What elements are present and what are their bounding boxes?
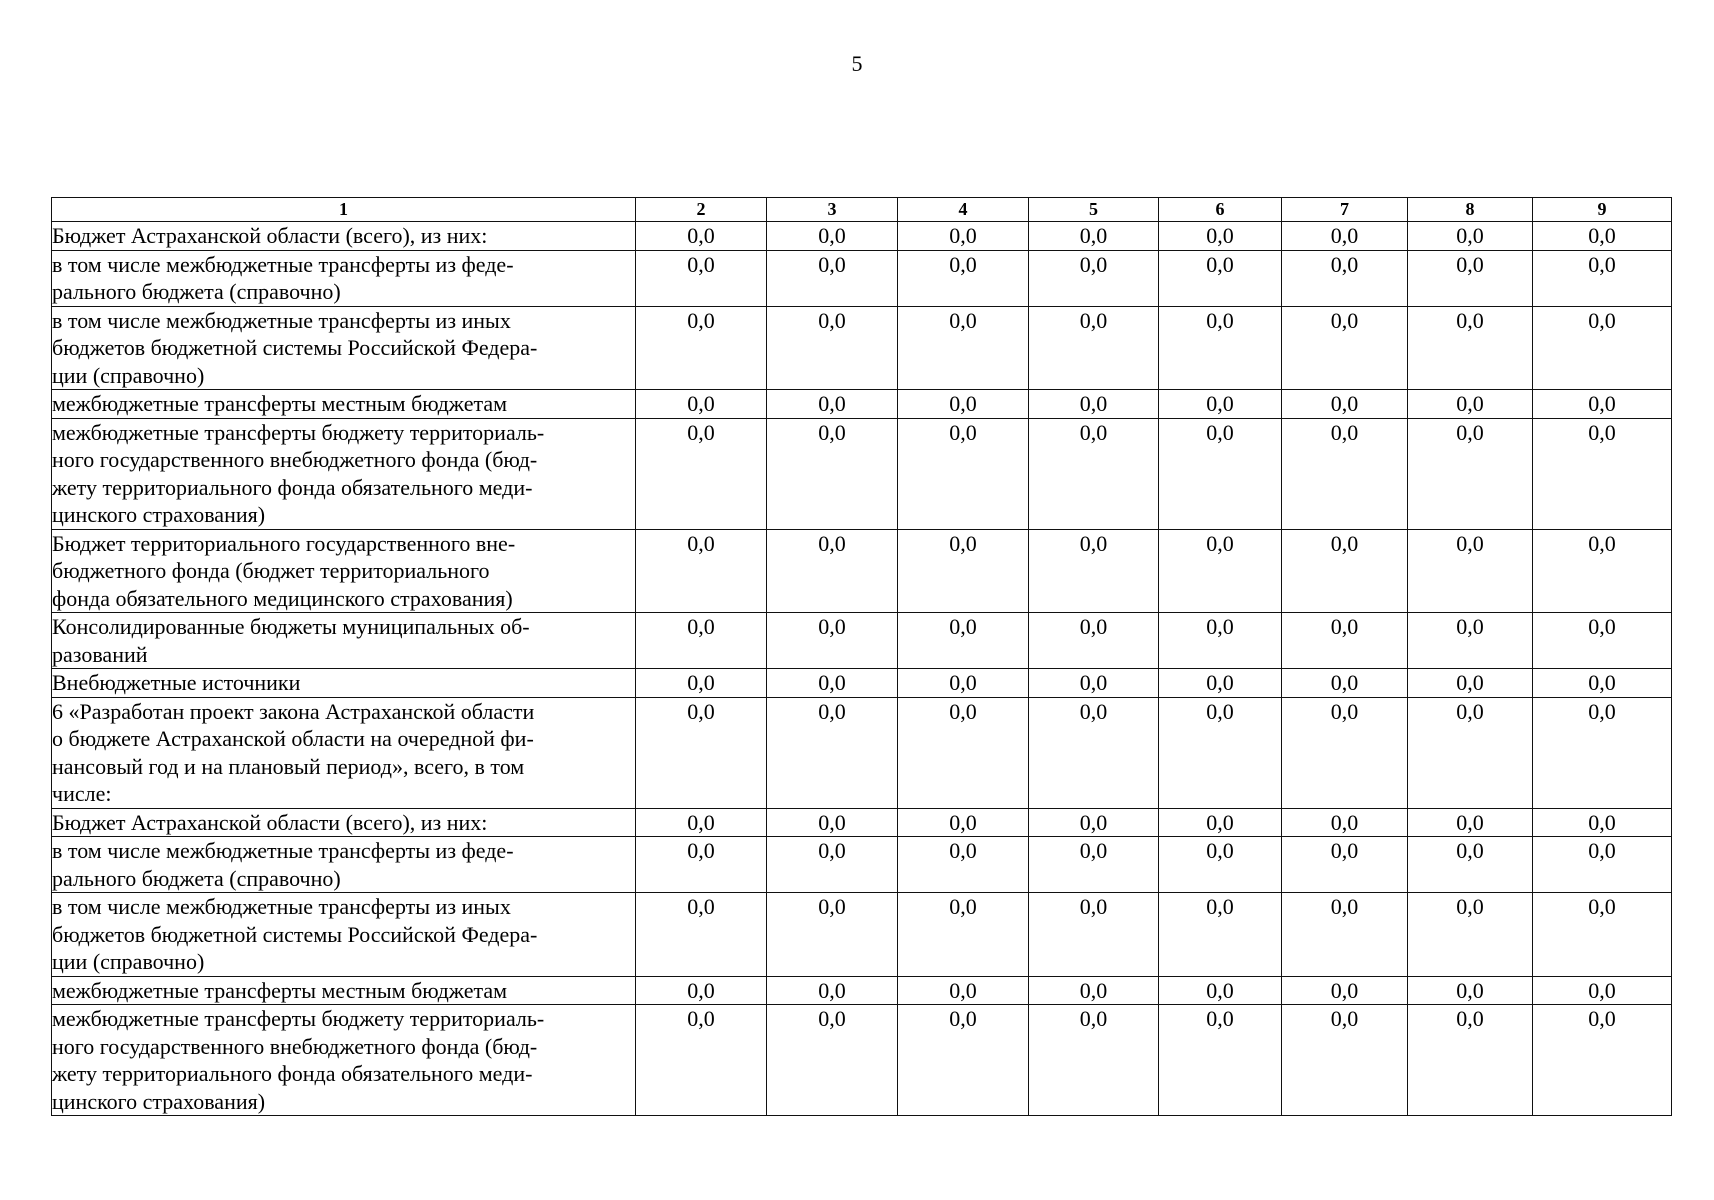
value-cell: 0,0: [767, 613, 898, 669]
value-cell: 0,0: [898, 222, 1029, 251]
value-cell: 0,0: [1029, 808, 1159, 837]
row-label-line: нансовый год и на плановый период», всего, в том: [52, 753, 525, 779]
header-cell: 2: [636, 198, 767, 222]
value-cell: 0,0: [1282, 808, 1408, 837]
value-cell: 0,0: [1159, 697, 1282, 808]
row-label-line: цинского страхования): [52, 1088, 266, 1114]
row-label-line: бюджетов бюджетной системы Российской Федера-: [52, 335, 538, 360]
value-cell: 0,0: [1282, 529, 1408, 613]
row-label-line: Внебюджетные источники: [52, 670, 301, 695]
header-cell: 5: [1029, 198, 1159, 222]
value-cell: 0,0: [1159, 808, 1282, 837]
table-row: [52, 250, 1672, 306]
budget-table: [51, 197, 1672, 1116]
value-cell: 0,0: [767, 808, 898, 837]
value-cell: 0,0: [767, 222, 898, 251]
value-cell: 0,0: [636, 250, 767, 306]
value-cell: 0,0: [1533, 250, 1672, 306]
value-cell: 0,0: [1159, 222, 1282, 251]
header-cell: 4: [898, 198, 1029, 222]
header-cell: 6: [1159, 198, 1282, 222]
value-cell: 0,0: [1029, 529, 1159, 613]
value-cell: 0,0: [767, 418, 898, 529]
row-label-line: межбюджетные трансферты местным бюджетам: [52, 391, 508, 416]
row-label: [52, 669, 636, 698]
row-label-line: бюджетного фонда (бюджет территориального: [52, 558, 490, 583]
table-row: [52, 418, 1672, 529]
value-cell: 0,0: [767, 893, 898, 977]
value-cell: 0,0: [1282, 697, 1408, 808]
row-label-line: рального бюджета (справочно): [52, 279, 341, 304]
table-row: [52, 1005, 1672, 1116]
row-label-line: в том числе межбюджетные трансферты из иных: [52, 894, 511, 919]
row-label-line: в том числе межбюджетные трансферты из иных: [52, 307, 511, 333]
row-label: [52, 390, 636, 419]
row-label-line: ции (справочно): [52, 362, 205, 388]
value-cell: 0,0: [1282, 390, 1408, 419]
row-label-line: ного государственного внебюджетного фонда (бюд-: [52, 447, 538, 472]
row-label-line: Консолидированные бюджеты муниципальных об-: [52, 614, 530, 639]
value-cell: 0,0: [1408, 808, 1533, 837]
value-cell: 0,0: [767, 837, 898, 893]
value-cell: 0,0: [1159, 893, 1282, 977]
value-cell: 0,0: [1029, 222, 1159, 251]
value-cell: 0,0: [898, 697, 1029, 808]
value-cell: 0,0: [1533, 808, 1672, 837]
row-label: [52, 250, 636, 306]
row-label-line: рального бюджета (справочно): [52, 865, 341, 891]
value-cell: 0,0: [898, 529, 1029, 613]
value-cell: 0,0: [1029, 613, 1159, 669]
value-cell: 0,0: [1029, 697, 1159, 808]
value-cell: 0,0: [898, 1005, 1029, 1116]
row-label: [52, 893, 636, 977]
value-cell: 0,0: [1533, 529, 1672, 613]
value-cell: 0,0: [1282, 837, 1408, 893]
row-label-line: в том числе межбюджетные трансферты из феде-: [52, 838, 514, 863]
value-cell: 0,0: [636, 808, 767, 837]
table-row: [52, 613, 1672, 669]
row-label: [52, 418, 636, 529]
row-label-line: в том числе межбюджетные трансферты из феде-: [52, 251, 514, 277]
table-row: [52, 390, 1672, 419]
value-cell: 0,0: [1159, 669, 1282, 698]
value-cell: 0,0: [1159, 390, 1282, 419]
value-cell: 0,0: [1282, 250, 1408, 306]
table-header-row: [52, 198, 1672, 222]
row-label-line: 6 «Разработан проект закона Астраханской области: [52, 698, 535, 724]
row-label: [52, 613, 636, 669]
value-cell: 0,0: [767, 529, 898, 613]
row-label-line: ного государственного внебюджетного фонда (бюд-: [52, 1033, 538, 1059]
value-cell: 0,0: [898, 250, 1029, 306]
value-cell: 0,0: [1533, 837, 1672, 893]
value-cell: 0,0: [1159, 306, 1282, 390]
value-cell: 0,0: [1533, 613, 1672, 669]
value-cell: 0,0: [1029, 418, 1159, 529]
value-cell: 0,0: [1408, 893, 1533, 977]
table-row: [52, 306, 1672, 390]
value-cell: 0,0: [1159, 837, 1282, 893]
row-label: [52, 976, 636, 1005]
value-cell: 0,0: [1408, 837, 1533, 893]
value-cell: 0,0: [1282, 1005, 1408, 1116]
value-cell: 0,0: [1533, 697, 1672, 808]
value-cell: 0,0: [636, 529, 767, 613]
value-cell: 0,0: [1408, 1005, 1533, 1116]
value-cell: 0,0: [1159, 976, 1282, 1005]
row-label-line: межбюджетные трансферты местным бюджетам: [52, 977, 508, 1003]
table-row: [52, 697, 1672, 808]
row-label-line: Бюджет Астраханской области (всего), из них:: [52, 223, 488, 248]
value-cell: 0,0: [1282, 669, 1408, 698]
value-cell: 0,0: [1029, 306, 1159, 390]
value-cell: 0,0: [636, 613, 767, 669]
value-cell: 0,0: [898, 837, 1029, 893]
value-cell: 0,0: [1029, 976, 1159, 1005]
value-cell: 0,0: [898, 390, 1029, 419]
table-row: [52, 529, 1672, 613]
value-cell: 0,0: [1408, 390, 1533, 419]
row-label-line: цинского страхования): [52, 502, 266, 527]
row-label-line: жету территориального фонда обязательного меди-: [52, 1061, 533, 1086]
value-cell: 0,0: [1533, 669, 1672, 698]
value-cell: 0,0: [636, 893, 767, 977]
value-cell: 0,0: [1282, 893, 1408, 977]
table-row: [52, 669, 1672, 698]
value-cell: 0,0: [636, 306, 767, 390]
value-cell: 0,0: [1533, 306, 1672, 390]
value-cell: 0,0: [898, 669, 1029, 698]
value-cell: 0,0: [1029, 390, 1159, 419]
value-cell: 0,0: [1159, 529, 1282, 613]
value-cell: 0,0: [1159, 250, 1282, 306]
value-cell: 0,0: [898, 808, 1029, 837]
value-cell: 0,0: [1533, 976, 1672, 1005]
value-cell: 0,0: [767, 250, 898, 306]
row-label: [52, 306, 636, 390]
row-label: [52, 529, 636, 613]
row-label-line: ции (справочно): [52, 949, 205, 974]
value-cell: 0,0: [1408, 697, 1533, 808]
value-cell: 0,0: [1159, 1005, 1282, 1116]
value-cell: 0,0: [767, 669, 898, 698]
value-cell: 0,0: [636, 222, 767, 251]
row-label-line: числе:: [52, 781, 112, 806]
value-cell: 0,0: [636, 390, 767, 419]
row-label-line: разований: [52, 641, 148, 667]
row-label: [52, 808, 636, 837]
value-cell: 0,0: [636, 669, 767, 698]
value-cell: 0,0: [1408, 250, 1533, 306]
value-cell: 0,0: [1159, 418, 1282, 529]
header-cell: 7: [1282, 198, 1408, 222]
row-label: [52, 1005, 636, 1116]
value-cell: 0,0: [767, 1005, 898, 1116]
value-cell: 0,0: [1533, 222, 1672, 251]
value-cell: 0,0: [1282, 418, 1408, 529]
header-cell: 8: [1408, 198, 1533, 222]
value-cell: 0,0: [1408, 306, 1533, 390]
value-cell: 0,0: [1029, 837, 1159, 893]
value-cell: 0,0: [898, 306, 1029, 390]
value-cell: 0,0: [1408, 222, 1533, 251]
table-row: [52, 808, 1672, 837]
value-cell: 0,0: [767, 390, 898, 419]
value-cell: 0,0: [898, 976, 1029, 1005]
value-cell: 0,0: [767, 976, 898, 1005]
value-cell: 0,0: [1408, 976, 1533, 1005]
header-cell: 9: [1533, 198, 1672, 222]
value-cell: 0,0: [1159, 613, 1282, 669]
value-cell: 0,0: [636, 697, 767, 808]
value-cell: 0,0: [1029, 250, 1159, 306]
row-label: [52, 222, 636, 251]
value-cell: 0,0: [1533, 418, 1672, 529]
row-label-line: межбюджетные трансферты бюджету территориаль-: [52, 419, 545, 445]
table-row: [52, 222, 1672, 251]
value-cell: 0,0: [898, 613, 1029, 669]
value-cell: 0,0: [636, 418, 767, 529]
value-cell: 0,0: [898, 418, 1029, 529]
value-cell: 0,0: [1408, 418, 1533, 529]
row-label-line: Бюджет территориального государственного вне-: [52, 530, 516, 556]
value-cell: 0,0: [1408, 529, 1533, 613]
value-cell: 0,0: [1408, 613, 1533, 669]
header-cell: 3: [767, 198, 898, 222]
header-cell: 1: [52, 198, 636, 222]
value-cell: 0,0: [1029, 893, 1159, 977]
row-label-line: фонда обязательного медицинского страхования): [52, 585, 513, 611]
value-cell: 0,0: [767, 697, 898, 808]
row-label: [52, 697, 636, 808]
row-label-line: жету территориального фонда обязательного меди-: [52, 474, 533, 500]
value-cell: 0,0: [1533, 1005, 1672, 1116]
value-cell: 0,0: [1029, 1005, 1159, 1116]
value-cell: 0,0: [767, 306, 898, 390]
table-row: [52, 893, 1672, 977]
value-cell: 0,0: [636, 976, 767, 1005]
value-cell: 0,0: [1533, 893, 1672, 977]
page-number: 5: [851, 51, 863, 76]
table-row: [52, 976, 1672, 1005]
value-cell: 0,0: [1282, 613, 1408, 669]
value-cell: 0,0: [1533, 390, 1672, 419]
value-cell: 0,0: [1282, 306, 1408, 390]
row-label-line: бюджетов бюджетной системы Российской Федера-: [52, 921, 538, 947]
row-label: [52, 837, 636, 893]
value-cell: 0,0: [636, 837, 767, 893]
table-body: [52, 222, 1672, 1116]
row-label-line: межбюджетные трансферты бюджету территориаль-: [52, 1006, 545, 1031]
value-cell: 0,0: [636, 1005, 767, 1116]
value-cell: 0,0: [898, 893, 1029, 977]
value-cell: 0,0: [1282, 222, 1408, 251]
row-label-line: Бюджет Астраханской области (всего), из них:: [52, 809, 488, 835]
value-cell: 0,0: [1282, 976, 1408, 1005]
row-label-line: о бюджете Астраханской области на очередной фи-: [52, 726, 534, 751]
value-cell: 0,0: [1029, 669, 1159, 698]
table-row: [52, 837, 1672, 893]
value-cell: 0,0: [1408, 669, 1533, 698]
